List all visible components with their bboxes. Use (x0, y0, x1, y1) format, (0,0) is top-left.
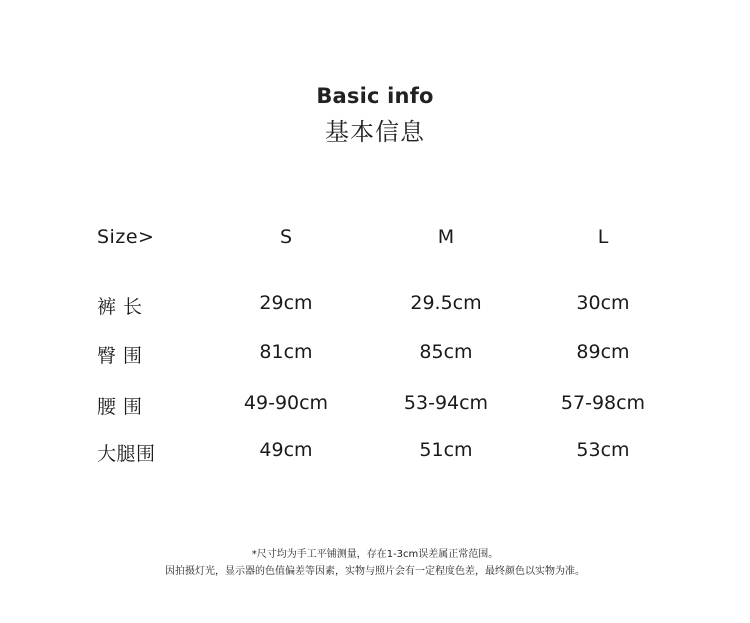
row-label-thigh: 大腿围 (97, 443, 156, 465)
table-cell: 89cm (576, 341, 630, 363)
size-header-s: S (279, 226, 293, 248)
row-label-length: 裤 长 (97, 296, 143, 318)
table-cell: 81cm (259, 341, 313, 363)
table-cell: 49-90cm (243, 392, 329, 414)
table-cell: 30cm (576, 292, 630, 314)
row-label-hip: 臀 围 (97, 345, 143, 367)
size-header-l: L (597, 226, 609, 248)
size-header-m: M (437, 226, 455, 248)
table-cell: 57-98cm (560, 392, 646, 414)
size-header-label: Size> (97, 226, 155, 248)
measurement-note: *尺寸均为手工平铺测量，存在1-3cm误差属正常范围。 (251, 549, 499, 560)
table-cell: 29cm (259, 292, 313, 314)
page-title-chinese: 基本信息 (325, 118, 425, 146)
table-cell: 51cm (419, 439, 473, 461)
table-cell: 53cm (576, 439, 630, 461)
table-cell: 29.5cm (410, 292, 482, 314)
row-label-waist: 腰 围 (97, 396, 143, 418)
table-cell: 53-94cm (403, 392, 489, 414)
color-disclaimer-note: 因拍摄灯光，显示器的色值偏差等因素，实物与照片会有一定程度色差，最终颜色以实物为准。 (165, 566, 585, 577)
table-cell: 49cm (259, 439, 313, 461)
page-title-english: Basic info (316, 84, 434, 108)
table-cell: 85cm (419, 341, 473, 363)
